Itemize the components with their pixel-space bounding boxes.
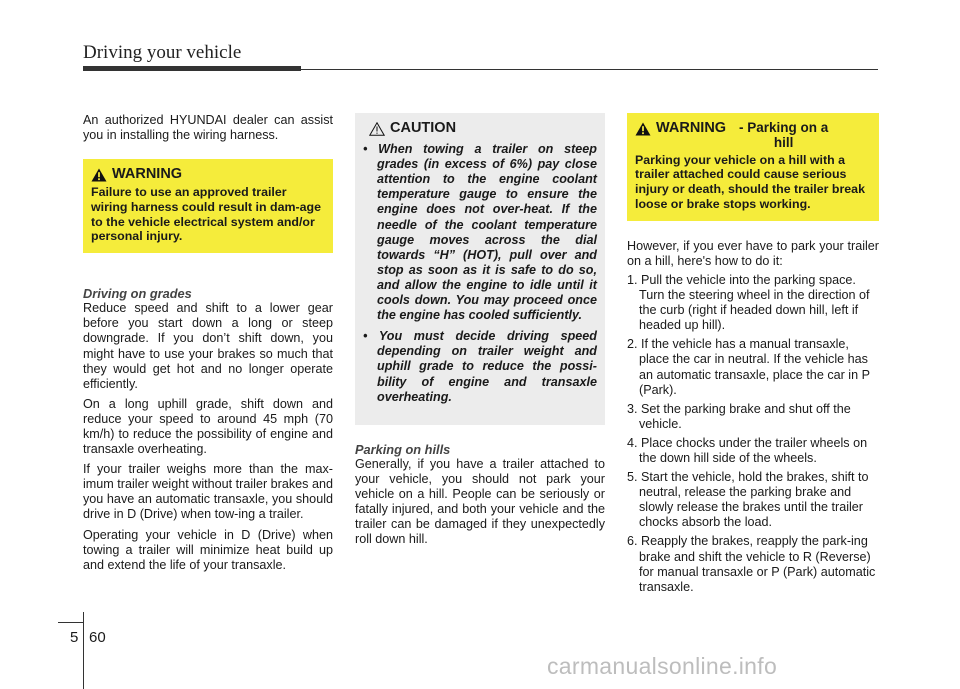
list-item: 2. If the vehicle has a manual transaxle, place the car in neutral. If the vehicle has an automatic transaxle, place the car in P (Park). bbox=[627, 337, 870, 397]
caution-item: • You must decide driving speed depending on trailer weight and uphill grade to reduce the possi-bility of engine and transaxle overheating. bbox=[363, 329, 597, 404]
grades-paragraph-4: Operating your vehicle in D (Drive) when towing a trailer will minimize heat build up and extend the life of your transaxle. bbox=[83, 527, 333, 572]
caution-list bbox=[363, 142, 597, 405]
list-item: 6. Reapply the brakes, reapply the park-ing brake and shift the vehicle to R (Reverse) for manual transaxle or P (Park) automatic transaxle. bbox=[627, 534, 876, 594]
warning-title: WARNING bbox=[112, 166, 183, 183]
intro-paragraph: An authorized HYUNDAI dealer can assist you in installing the wiring harness. bbox=[83, 113, 333, 143]
caution-item: • When towing a trailer on steep grades (in excess of 6%) pay close attention to the engine coolant temperature gauge to ensure the engine does not over-heat. If the needle of the coolant temperature gauge moves across the dial towards “H” (HOT), pull over and stop as soon as it is safe to do so, and allow the engine to idle until it cools down. You may proceed once the engine has cooled sufficiently. bbox=[363, 142, 597, 323]
column-middle bbox=[355, 113, 605, 547]
warning-heading bbox=[91, 167, 325, 182]
grades-paragraph-1: Reduce speed and shift to a lower gear before you start down a long or steep downgrade. If you don’t shift down, you might have to use your brakes so much that they would get hot and no longer operate efficiently. bbox=[83, 301, 333, 391]
caution-title: CAUTION bbox=[390, 120, 457, 136]
list-item: 1. Pull the vehicle into the parking space. Turn the steering wheel in the direction of the curb (right if headed down hill, left if headed up hill). bbox=[627, 272, 870, 333]
warning-triangle-icon bbox=[91, 168, 107, 182]
grades-paragraph-2: On a long uphill grade, shift down and reduce your speed to around 45 mph (70 km/h) to reduce the possibility of engine and transaxle overheating. bbox=[83, 396, 333, 457]
warning-box-hill bbox=[627, 113, 879, 221]
hill-intro-paragraph: However, if you ever have to park your trailer on a hill, here's how to do it: bbox=[627, 238, 879, 268]
page-header-title: Driving your vehicle bbox=[83, 42, 242, 63]
caution-triangle-icon bbox=[369, 122, 385, 136]
caution-box bbox=[355, 113, 605, 425]
warning-title-hill: WARNING bbox=[656, 120, 727, 136]
section-heading-grades: Driving on grades bbox=[83, 286, 192, 302]
footer-rule bbox=[58, 622, 84, 623]
warning-box-harness bbox=[83, 159, 333, 253]
hill-steps-list bbox=[627, 273, 879, 595]
warning-heading-hill bbox=[635, 121, 871, 151]
watermark: carmanualsonline.info bbox=[547, 653, 778, 679]
caution-heading bbox=[369, 121, 597, 136]
section-number: 5 bbox=[70, 629, 79, 646]
hills-paragraph: Generally, if you have a trailer attached to your vehicle, you should not park your vehicle on a hill. People can be seriously or fatally injured, and both your vehicle and the trailer can be damaged if they unexpectedly roll down hill. bbox=[355, 456, 605, 547]
column-left bbox=[83, 113, 333, 573]
warning-text: Failure to use an approved trailer wiring harness could result in dam-age to the vehicle electrical system and/or personal injury. bbox=[91, 184, 321, 244]
list-item: 4. Place chocks under the trailer wheels on the down hill side of the wheels. bbox=[627, 435, 868, 465]
section-heading-hills: Parking on hills bbox=[355, 441, 451, 457]
grades-paragraph-3: If your trailer weighs more than the max-imum trailer weight without trailer brakes and you have an automatic transaxle, you should drive in D (Drive) when tow-ing a trailer. bbox=[83, 462, 333, 522]
column-right bbox=[627, 113, 879, 595]
header-rule bbox=[301, 69, 878, 70]
page-number: 60 bbox=[89, 629, 106, 646]
list-item: 3. Set the parking brake and shut off the vehicle. bbox=[627, 401, 851, 431]
header-bar bbox=[83, 66, 301, 71]
warning-subtitle-hill: - Parking on a hill bbox=[738, 120, 829, 150]
list-item: 5. Start the vehicle, hold the brakes, shift to neutral, release the parking brake and slowly release the brakes until the trailer chocks absorb the load. bbox=[627, 470, 869, 530]
warning-triangle-icon bbox=[635, 122, 651, 136]
footer-divider bbox=[83, 612, 84, 689]
warning-text-hill: Parking your vehicle on a hill with a trailer attached could cause serious injury or death, should the trailer break loose or brake stops working. bbox=[635, 152, 865, 211]
